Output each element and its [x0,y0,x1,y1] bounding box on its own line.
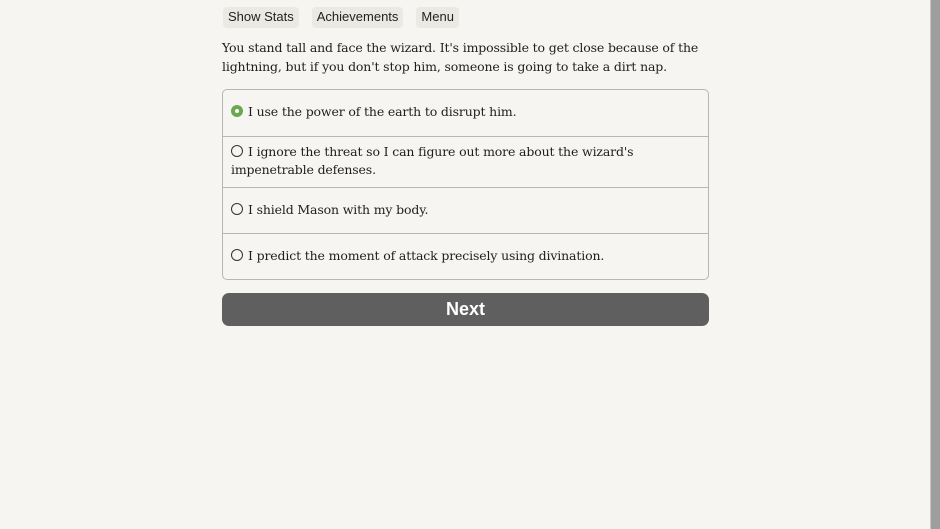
story-text: You stand tall and face the wizard. It's impossible to get close because of the lightning, but if you don't stop him, someone is going to take a dirt nap. [222,40,699,74]
choice-label: I use the power of the earth to disrupt him. [248,104,517,119]
choice-label: I ignore the threat so I can figure out more about the wizard's impenetrable defenses. [231,144,634,177]
top-toolbar [223,7,709,28]
choice-list [222,89,709,280]
scrollbar-edge [930,0,931,529]
next-button[interactable]: Next [222,293,709,326]
menu-button[interactable]: Menu [416,7,459,28]
radio-icon[interactable] [231,145,243,157]
scrollbar[interactable] [930,0,940,529]
choice-option-2[interactable] [223,136,708,187]
choice-option-1[interactable] [223,90,708,136]
choice-option-3[interactable] [223,187,708,233]
radio-selected-icon[interactable] [231,105,243,117]
choice-label: I predict the moment of attack precisely using divination. [248,248,605,263]
choice-label: I shield Mason with my body. [248,202,429,217]
radio-icon[interactable] [231,249,243,261]
main-content [222,0,709,326]
choice-option-4[interactable] [223,233,708,279]
achievements-button[interactable]: Achievements [312,7,404,28]
radio-icon[interactable] [231,203,243,215]
show-stats-button[interactable]: Show Stats [223,7,299,28]
